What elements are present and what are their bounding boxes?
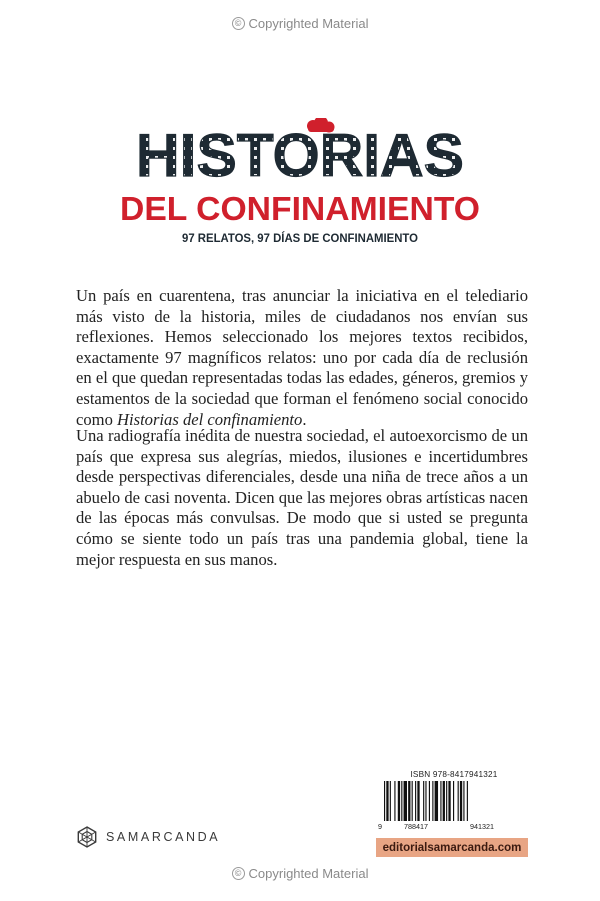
barcode-stripe	[440, 781, 441, 821]
barcode-stripe	[408, 781, 410, 821]
barcode-bars	[382, 781, 526, 821]
barcode-stripe	[425, 781, 426, 821]
barcode-stripe	[404, 781, 407, 821]
barcode-stripe	[435, 781, 438, 821]
barcode-digits-right: 941321	[470, 822, 494, 831]
barcode-stripe	[415, 781, 416, 821]
barcode-stripe	[390, 781, 391, 821]
barcode-stripe	[394, 781, 395, 821]
barcode-stripe	[386, 781, 388, 821]
barcode-stripe	[401, 781, 402, 821]
barcode-stripe	[417, 781, 419, 821]
barcode-stripe	[453, 781, 454, 821]
copyright-icon: ©	[232, 17, 245, 30]
publisher-website: editorialsamarcanda.com	[376, 838, 528, 857]
barcode-stripe	[460, 781, 462, 821]
isbn-label: ISBN 978-8417941321	[410, 770, 498, 779]
barcode-stripe	[423, 781, 424, 821]
tagline: 97 RELATOS, 97 DÍAS DE CONFINAMIENTO	[182, 233, 421, 245]
barcode-area	[378, 770, 530, 832]
publisher-name: SAMARCANDA	[106, 830, 221, 844]
watermark-text: Copyrighted Material	[248, 866, 369, 881]
watermark-bottom	[0, 866, 600, 881]
title-sub: DEL CONFINAMIENTO	[120, 190, 480, 227]
blurb-p1-text: Un país en cuarentena, tras anunciar la iniciativa en el telediario más visto de la historia, miles de ciudadanos nos envían sus reflexiones. Hemos seleccionado los mejores textos recibidos, exactamente 97 magníficos relatos: uno por cada día de reclusión en el que quedan representadas todas las edades, géneros, gremios y estamentos de la sociedad que forman el fenómeno social conocido como	[76, 286, 528, 429]
barcode-digit-lead: 9	[378, 822, 382, 831]
barcode-stripe	[446, 781, 447, 821]
barcode-stripe	[463, 781, 464, 821]
barcode-stripe	[443, 781, 445, 821]
publisher-logo	[76, 826, 220, 848]
blurb-paragraph-2: Una radiografía inédita de nuestra sociedad, el autoexorcismo de un país que expresa sus alegrías, miedos, ilusiones e incertidumbres desde perspectivas diferenciales, desde una niña de trece años a un abuelo de casi noventa. Dicen que las mejores obras artísticas nacen de las épocas más convulsas. De modo que si usted se pregunta cómo se siente todo un país tras una pandemia global, tiene la mejor respuesta en sus manos.	[76, 426, 529, 569]
barcode-stripe	[398, 781, 400, 821]
title-main: HISTORIAS	[136, 122, 464, 189]
blurb-p1-italic: Historias del confinamiento	[117, 409, 303, 429]
watermark-top	[0, 16, 600, 31]
barcode-stripe	[384, 781, 385, 821]
blurb-paragraph-1	[76, 286, 528, 430]
barcode-stripe	[448, 781, 450, 821]
samarcanda-emblem-icon	[76, 826, 98, 848]
cover-title-block	[0, 118, 600, 248]
barcode-stripe	[429, 781, 430, 821]
barcode-digits-left: 788417	[404, 822, 428, 831]
blurb-p1-end: .	[302, 409, 307, 429]
copyright-icon: ©	[232, 867, 245, 880]
watermark-text: Copyrighted Material	[248, 16, 369, 31]
barcode-stripe	[412, 781, 413, 821]
title-graphic	[0, 118, 600, 248]
barcode-stripe	[467, 781, 468, 821]
barcode-stripe	[458, 781, 459, 821]
barcode-stripe	[432, 781, 433, 821]
